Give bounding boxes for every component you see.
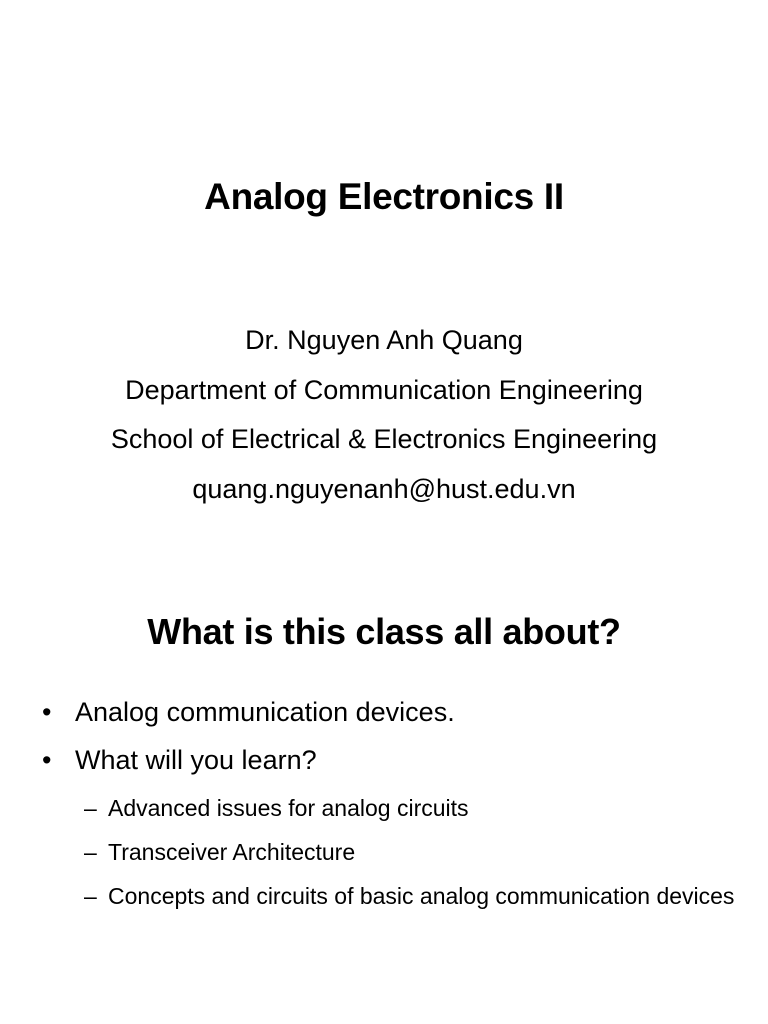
bullet-text: What will you learn?: [75, 745, 317, 775]
sub-bullet-item: [42, 834, 742, 870]
dash-icon: –: [84, 839, 97, 865]
bullet-item: [42, 688, 742, 736]
dash-icon: –: [84, 795, 97, 821]
school-name: School of Electrical & Electronics Engineering: [110, 424, 658, 454]
bullet-item: [42, 736, 742, 784]
email-address: quang.nguyenanh@hust.edu.vn: [192, 473, 576, 504]
sub-bullet-item: [42, 878, 742, 914]
bullet-text: Analog communication devices.: [75, 697, 455, 727]
sub-bullet-text: Advanced issues for analog circuits: [108, 795, 469, 821]
slide-title: Analog Electronics II: [204, 176, 564, 217]
slide-title: What is this class all about?: [147, 611, 621, 652]
sub-bullet-text: Transceiver Architecture: [108, 839, 356, 865]
dash-icon: –: [84, 883, 97, 909]
subtitle-block: [0, 316, 768, 514]
sub-bullet-text: Concepts and circuits of basic analog communication devices: [108, 883, 735, 909]
department-name: Department of Communication Engineering: [125, 374, 643, 405]
bullet-icon: •: [42, 745, 52, 775]
content-slide: [0, 560, 768, 1024]
bullet-icon: •: [42, 697, 52, 727]
sub-bullet-item: [42, 790, 742, 826]
bullet-list: [42, 688, 742, 914]
author-name: Dr. Nguyen Anh Quang: [245, 325, 523, 355]
